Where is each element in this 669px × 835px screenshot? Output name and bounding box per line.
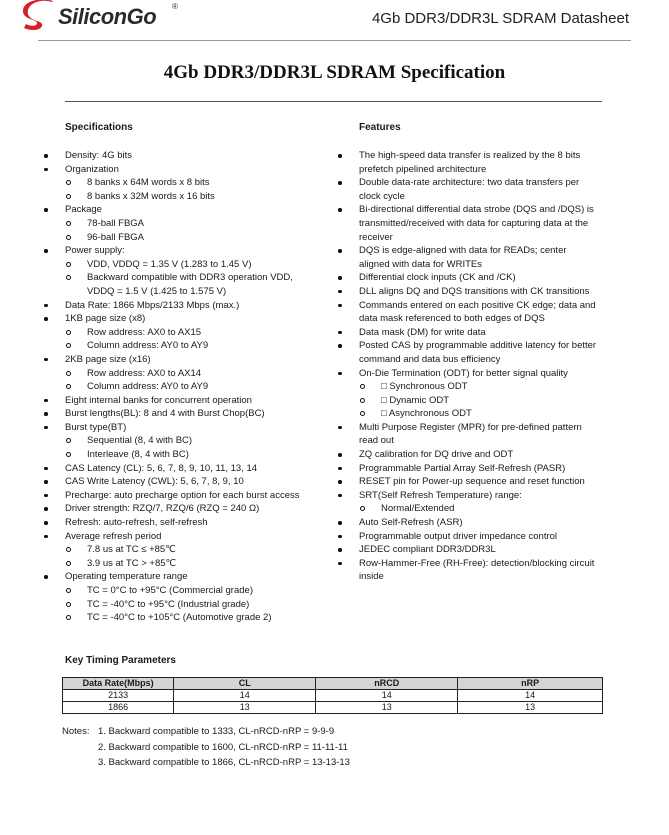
list-item: Precharge: auto precharge option for each burst access	[41, 489, 303, 503]
table-cell: 1866	[63, 702, 174, 714]
table-cell: 13	[316, 702, 458, 714]
table-row	[63, 702, 603, 714]
specifications-column	[41, 121, 303, 625]
sub-list-item: 78-ball FBGA	[41, 217, 303, 231]
list-item: Operating temperature range	[41, 570, 303, 584]
list-item: Data Rate: 1866 Mbps/2133 Mbps (max.)	[41, 299, 303, 313]
list-item: Multi Purpose Register (MPR) for pre-defined pattern read out	[335, 421, 597, 448]
table-cell: 13	[174, 702, 316, 714]
list-item: Differential clock inputs (CK and /CK)	[335, 271, 597, 285]
specifications-heading: Specifications	[65, 122, 133, 133]
note-row	[62, 740, 350, 756]
sub-list-item: TC = 0°C to +95°C (Commercial grade)	[41, 584, 303, 598]
sub-list-item: □ Synchronous ODT	[335, 380, 597, 394]
list-item: Driver strength: RZQ/7, RZQ/6 (RZQ = 240 Ω)	[41, 502, 303, 516]
note-row	[62, 755, 350, 771]
list-item: Power supply:	[41, 244, 303, 258]
table-cell: 14	[316, 690, 458, 702]
timing-notes	[62, 724, 350, 771]
list-item: Refresh: auto-refresh, self-refresh	[41, 516, 303, 530]
list-item: JEDEC compliant DDR3/DDR3L	[335, 543, 597, 557]
list-item: CAS Latency (CL): 5, 6, 7, 8, 9, 10, 11, 13, 14	[41, 462, 303, 476]
sub-list-item: TC = -40°C to +105°C (Automotive grade 2)	[41, 611, 303, 625]
table-cell: 2133	[63, 690, 174, 702]
col-header-nrcd: nRCD	[316, 678, 458, 690]
list-item: DLL aligns DQ and DQS transitions with CK transitions	[335, 285, 597, 299]
list-item: RESET pin for Power-up sequence and reset function	[335, 475, 597, 489]
table-row	[63, 690, 603, 702]
sub-list-item: 8 banks x 32M words x 16 bits	[41, 190, 303, 204]
list-item: Data mask (DM) for write data	[335, 326, 597, 340]
list-item: Bi-directional differential data strobe (DQS and /DQS) is transmitted/received with data for capturing data at the receiver	[335, 203, 597, 244]
title-divider	[65, 101, 602, 102]
list-item: Organization	[41, 163, 303, 177]
notes-label: Notes:	[62, 726, 90, 737]
logo-swoosh-icon	[22, 0, 62, 32]
note-row	[62, 724, 350, 740]
list-item: Programmable output driver impedance control	[335, 530, 597, 544]
list-item: Package	[41, 203, 303, 217]
list-item: The high-speed data transfer is realized by the 8 bits prefetch pipelined architecture	[335, 149, 597, 176]
sub-list-item: Normal/Extended	[335, 502, 597, 516]
list-item: SRT(Self Refresh Temperature) range:	[335, 489, 597, 503]
sub-list-item: 8 banks x 64M words x 8 bits	[41, 176, 303, 190]
header-doc-title: 4Gb DDR3/DDR3L SDRAM Datasheet	[371, 10, 629, 27]
registered-mark: ®	[172, 2, 178, 11]
list-item: Burst lengths(BL): 8 and 4 with Burst Chop(BC)	[41, 407, 303, 421]
list-item: Double data-rate architecture: two data transfers per clock cycle	[335, 176, 597, 203]
table-cell: 14	[458, 690, 603, 702]
page-header	[0, 0, 669, 42]
list-item: ZQ calibration for DQ drive and ODT	[335, 448, 597, 462]
col-header-data-rate: Data Rate(Mbps)	[63, 678, 174, 690]
brand-name: SiliconGo	[58, 4, 157, 29]
sub-list-item: 7.8 us at TC ≤ +85℃	[41, 543, 303, 557]
list-item: CAS Write Latency (CWL): 5, 6, 7, 8, 9, 10	[41, 475, 303, 489]
table-cell: 14	[174, 690, 316, 702]
features-heading: Features	[359, 122, 401, 133]
page-title: 4Gb DDR3/DDR3L SDRAM Specification	[163, 62, 506, 83]
list-item: Row-Hammer-Free (RH-Free): detection/blocking circuit inside	[335, 557, 597, 584]
header-divider	[38, 40, 631, 41]
note-text: 3. Backward compatible to 1866, CL-nRCD-nRP = 13-13-13	[98, 757, 350, 769]
list-item: Posted CAS by programmable additive latency for better command and data bus efficiency	[335, 339, 597, 366]
list-item: 1KB page size (x8)	[41, 312, 303, 326]
sub-list-item: TC = -40°C to +95°C (Industrial grade)	[41, 598, 303, 612]
sub-list-item: Backward compatible with DDR3 operation VDD, VDDQ = 1.5 V (1.425 to 1.575 V)	[41, 271, 303, 298]
list-item: DQS is edge-aligned with data for READs; center aligned with data for WRITEs	[335, 244, 597, 271]
specifications-list	[41, 149, 303, 625]
note-text: 1. Backward compatible to 1333, CL-nRCD-nRP = 9-9-9	[98, 726, 335, 737]
sub-list-item: Row address: AX0 to AX15	[41, 326, 303, 340]
list-item: Density: 4G bits	[41, 149, 303, 163]
sub-list-item: Sequential (8, 4 with BC)	[41, 434, 303, 448]
timing-table	[62, 677, 603, 714]
note-text: 2. Backward compatible to 1600, CL-nRCD-nRP = 11-11-11	[98, 741, 348, 753]
sub-list-item: Column address: AY0 to AY9	[41, 380, 303, 394]
col-header-cl: CL	[174, 678, 316, 690]
sub-list-item: □ Dynamic ODT	[335, 394, 597, 408]
sub-list-item: □ Asynchronous ODT	[335, 407, 597, 421]
sub-list-item: 96-ball FBGA	[41, 231, 303, 245]
list-item: On-Die Termination (ODT) for better signal quality	[335, 367, 597, 381]
table-cell: 13	[458, 702, 603, 714]
sub-list-item: Interleave (8, 4 with BC)	[41, 448, 303, 462]
list-item: Programmable Partial Array Self-Refresh (PASR)	[335, 462, 597, 476]
list-item: Commands entered on each positive CK edge; data and data mask referenced to both edges of DQS	[335, 299, 597, 326]
list-item: Eight internal banks for concurrent operation	[41, 394, 303, 408]
sub-list-item: VDD, VDDQ = 1.35 V (1.283 to 1.45 V)	[41, 258, 303, 272]
timing-heading: Key Timing Parameters	[65, 655, 176, 666]
list-item: Burst type(BT)	[41, 421, 303, 435]
list-item: 2KB page size (x16)	[41, 353, 303, 367]
sub-list-item: Row address: AX0 to AX14	[41, 367, 303, 381]
list-item: Average refresh period	[41, 530, 303, 544]
features-list	[335, 149, 597, 584]
timing-header-row	[63, 678, 603, 690]
features-column	[335, 121, 597, 584]
list-item: Auto Self-Refresh (ASR)	[335, 516, 597, 530]
col-header-nrp: nRP	[458, 678, 603, 690]
sub-list-item: Column address: AY0 to AY9	[41, 339, 303, 353]
sub-list-item: 3.9 us at TC > +85℃	[41, 557, 303, 571]
